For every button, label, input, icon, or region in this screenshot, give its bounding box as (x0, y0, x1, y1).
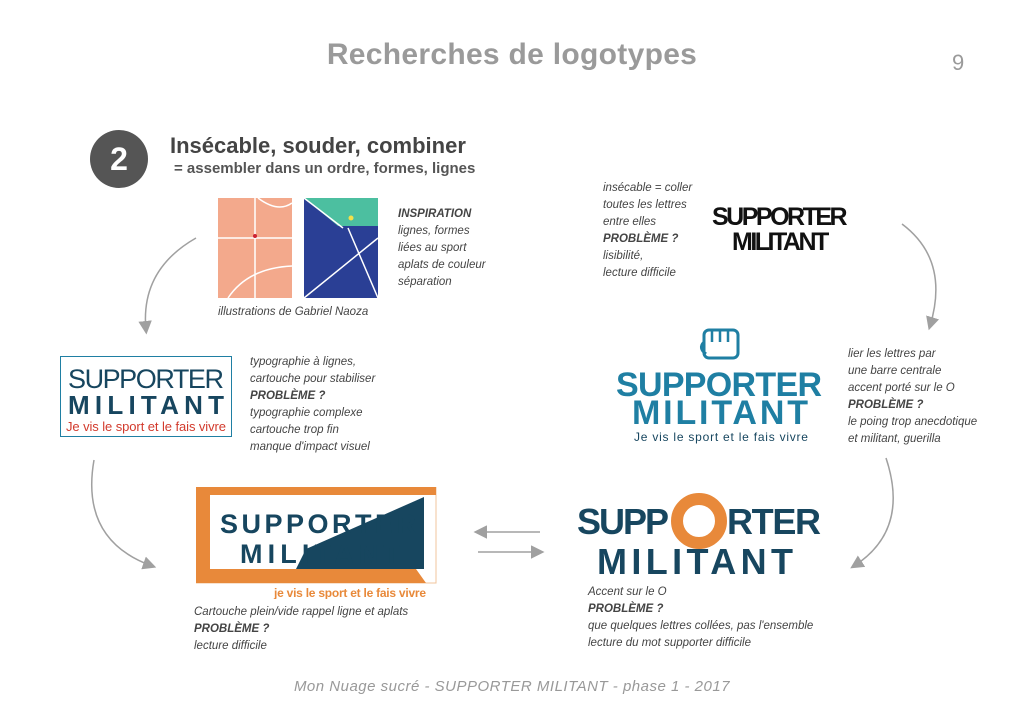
note-bottom-right: Accent sur le O PROBLÈME ? que quelques lettres collées, pas l'ensemble lecture du mot supporter difficile (588, 586, 814, 649)
inspiration-note: INSPIRATION lignes, formes liées au sport aplats de couleur séparation (398, 208, 486, 288)
logo-insecable-word2: MILITANT (732, 228, 827, 255)
note-bottom-left: Cartouche plein/vide rappel ligne et aplats PROBLÈME ? lecture difficile (194, 606, 409, 652)
inspiration-caption: illustrations de Gabriel Naoza (218, 306, 369, 318)
note-mid-right: lier les lettres par une barre centrale accent porté sur le O PROBLÈME ? le poing trop anecdotique et militant, guerilla (848, 348, 978, 445)
note-top-right: insécable = coller toutes les lettres entre elles PROBLÈME ? lisibilité, lecture difficile (603, 182, 693, 279)
logo-fist-word2: MILITANT (632, 394, 808, 432)
section-number-badge: 2 (90, 130, 148, 188)
arrow-curve-right-top (902, 224, 936, 326)
logo-cartouche-word2: MILITANT (240, 539, 400, 569)
logo-accent-word2: MILITANT (597, 541, 793, 578)
logo-cartouche-tagline: je vis le sport et le fais vivre (274, 586, 426, 599)
logo-cartouche-word1: SUPPORTER (220, 509, 416, 539)
logo-accent-word1-start: SUPP (577, 501, 669, 542)
arrow-curve-left-top (145, 238, 196, 330)
section-title: Insécable, souder, combiner (170, 133, 466, 158)
page-title: Recherches de logotypes (326, 38, 698, 71)
note-mid-left: typographie à lignes, cartouche pour stabiliser PROBLÈME ? typographie complexe cartouche trop fin manque d'impact visuel (250, 356, 376, 453)
arrow-curve-right-bottom (854, 458, 893, 566)
logo-lines-tagline: Je vis le sport et le fais vivre (66, 419, 226, 434)
logo-fist-tagline: Je vis le sport et le fais vivre (634, 430, 808, 444)
logo-accent-word1-end: RTER (727, 501, 821, 542)
logo-lines-word2: MILITANT (68, 390, 224, 420)
logo-insecable-word1: SUPPORTER (712, 203, 846, 231)
arrow-curve-left-bottom (92, 460, 152, 566)
logo-fist-word1: SUPPORTER (616, 366, 822, 404)
logo-lines-word1: SUPPORTER (68, 364, 224, 394)
page-number: 9 (952, 50, 965, 75)
section-subtitle: = assembler dans un ordre, formes, lignes (174, 160, 476, 177)
page-footer: Mon Nuage sucré - SUPPORTER MILITANT - phase 1 - 2017 (293, 678, 731, 695)
